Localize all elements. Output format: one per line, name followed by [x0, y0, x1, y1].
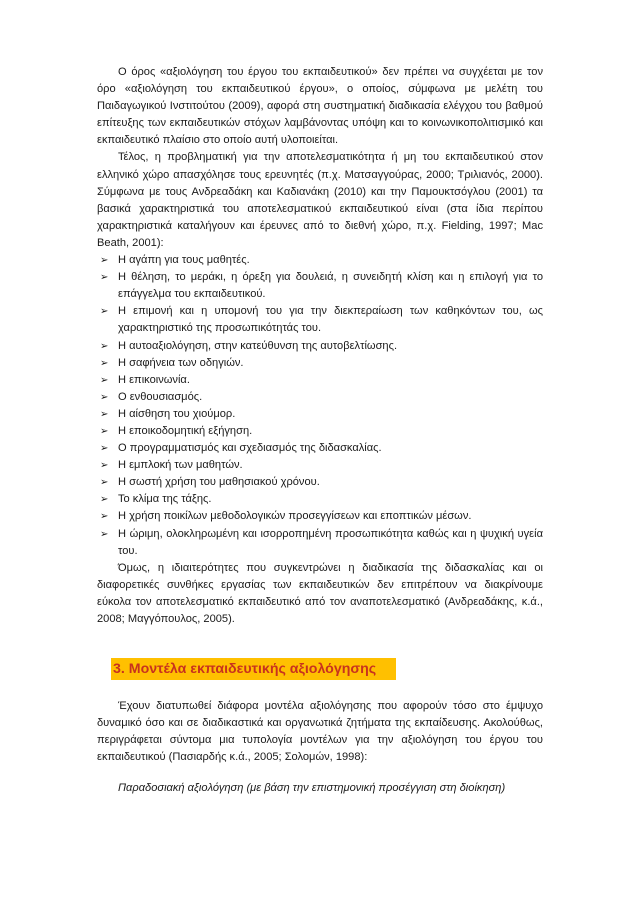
list-item-text: Ο ενθουσιασμός. [118, 390, 203, 403]
arrow-bullet-icon: ➢ [100, 494, 109, 506]
list-item [97, 372, 543, 389]
paragraph-effectiveness: Τέλος, η προβληματική για την αποτελεσματικότητα ή μη του εκπαιδευτικού στον ελληνικό χώρο απασχόλησε τους ερευνητές (π.χ. Ματσαγγούρας, 2000; Τριλιανός, 2000). Σύμφωνα με τους Ανδρεαδάκη και Καδιανάκη (2010) και την Παμουκτσόγλου (2001) τα βασικά χαρακτηριστικά του αποτελεσματικού εκπαιδευτικού είναι (στα ίδια περίπου χαρακτηριστικά καταλήγουν και έρευνες από το διεθνή χώρο, π.χ. Fielding, 1997; Mac Beath, 2001): [97, 151, 543, 249]
section-heading-wrapper [97, 658, 543, 680]
list-item-text: Ο προγραμματισμός και σχεδιασμός της διδασκαλίας. [118, 442, 382, 455]
list-item-text: Το κλίμα της τάξης. [118, 493, 212, 506]
arrow-bullet-icon: ➢ [100, 528, 109, 540]
arrow-bullet-icon: ➢ [100, 460, 109, 472]
list-item-text: Η επιμονή και η υπομονή του για την διεκπεραίωση των καθηκόντων του, ως χαρακτηριστικό της προσωπικότητάς του. [118, 305, 543, 335]
arrow-bullet-icon: ➢ [100, 391, 109, 403]
list-item [97, 423, 543, 440]
list-item [97, 252, 543, 269]
arrow-bullet-icon: ➢ [100, 477, 109, 489]
list-item [97, 474, 543, 491]
list-item-text: Η αγάπη για τους μαθητές. [118, 254, 250, 267]
section-heading: 3. Μοντέλα εκπαιδευτικής αξιολόγησης [111, 658, 396, 680]
list-item [97, 355, 543, 372]
arrow-bullet-icon: ➢ [100, 255, 109, 267]
arrow-bullet-icon: ➢ [100, 408, 109, 420]
list-item-text: Η θέληση, το μεράκι, η όρεξη για δουλειά, η συνειδητή κλίση και η επιλογή για το επάγγελμα του εκπαιδευτικού. [118, 271, 543, 301]
list-item-text: Η σαφήνεια των οδηγιών. [118, 356, 244, 369]
arrow-bullet-icon: ➢ [100, 357, 109, 369]
list-item-text: Η εμπλοκή των μαθητών. [118, 459, 243, 472]
list-item-text: Η επικοινωνία. [118, 373, 190, 386]
list-item [97, 406, 543, 423]
list-item-text: Η αίσθηση του χιούμορ. [118, 407, 236, 420]
characteristics-list [97, 252, 543, 560]
section-subtitle: Παραδοσιακή αξιολόγηση (με βάση την επιστημονική προσέγγιση στη διοίκηση) [118, 782, 506, 795]
list-item [97, 508, 543, 525]
list-item [97, 389, 543, 406]
list-item [97, 440, 543, 457]
paragraph-however: Όμως, η ιδιαιτερότητες που συγκεντρώνει η διαδικασία της διδασκαλίας και οι διαφορετικές συνθήκες εργασίας των εκπαιδευτικών δεν επιτρέπουν να διακρίνουμε εύκολα τον αποτελεσματικό εκπαιδευτικό από τον αναποτελεσματικό (Ανδρεαδάκης, κ.ά., 2008; Μαγγόπουλος, 2005). [97, 561, 543, 625]
list-item-text: Η χρήση ποικίλων μεθοδολογικών προσεγγίσεων και εποπτικών μέσων. [118, 510, 472, 523]
arrow-bullet-icon: ➢ [100, 511, 109, 523]
arrow-bullet-icon: ➢ [100, 443, 109, 455]
arrow-bullet-icon: ➢ [100, 272, 109, 284]
list-item [97, 491, 543, 508]
list-item-text: Η ώριμη, ολοκληρωμένη και ισορροπημένη προσωπικότητα καθώς και η ψυχική υγεία του. [118, 527, 543, 557]
list-item-text: Η αυτοαξιολόγηση, στην κατεύθυνση της αυτοβελτίωσης. [118, 339, 398, 352]
list-item [97, 338, 543, 355]
arrow-bullet-icon: ➢ [100, 306, 109, 318]
paragraph-intro: Ο όρος «αξιολόγηση του έργου του εκπαιδευτικού» δεν πρέπει να συγχέεται με τον όρο «αξιολόγηση του εκπαιδευτικού έργου», ο οποίος, σύμφωνα με μελέτη του Παιδαγωγικού Ινστιτούτου (2009), αφορά στη συστηματική διαδικασία ελέγχου του βαθμού επίτευξης των εκπαιδευτικών στόχων λαμβάνοντας υπόψη και το κοινωνικοπολιτισμικό και εκπαιδευτικό πλαίσιο στο οποίο αυτή υλοποιείται. [97, 66, 543, 147]
list-item [97, 457, 543, 474]
arrow-bullet-icon: ➢ [100, 374, 109, 386]
list-item [97, 526, 543, 560]
list-item-text: Η σωστή χρήση του μαθησιακού χρόνου. [118, 476, 320, 489]
arrow-bullet-icon: ➢ [100, 425, 109, 437]
arrow-bullet-icon: ➢ [100, 340, 109, 352]
list-item [97, 269, 543, 303]
paragraph-models: Έχουν διατυπωθεί διάφορα μοντέλα αξιολόγησης που αφορούν τόσο στο έμψυχο δυναμικό όσο και σε διαδικαστικά και οργανωτικά ζητήματα της εκπαίδευσης. Ακολούθως, περιγράφεται σύντομα μια τυπολογία μοντέλων για την αξιολόγηση του έργου του εκπαιδευτικού (Πασιαρδής κ.ά., 2005; Σολομών, 1998): [97, 700, 543, 764]
list-item [97, 303, 543, 337]
list-item-text: Η εποικοδομητική εξήγηση. [118, 424, 253, 437]
document-page [97, 64, 543, 798]
